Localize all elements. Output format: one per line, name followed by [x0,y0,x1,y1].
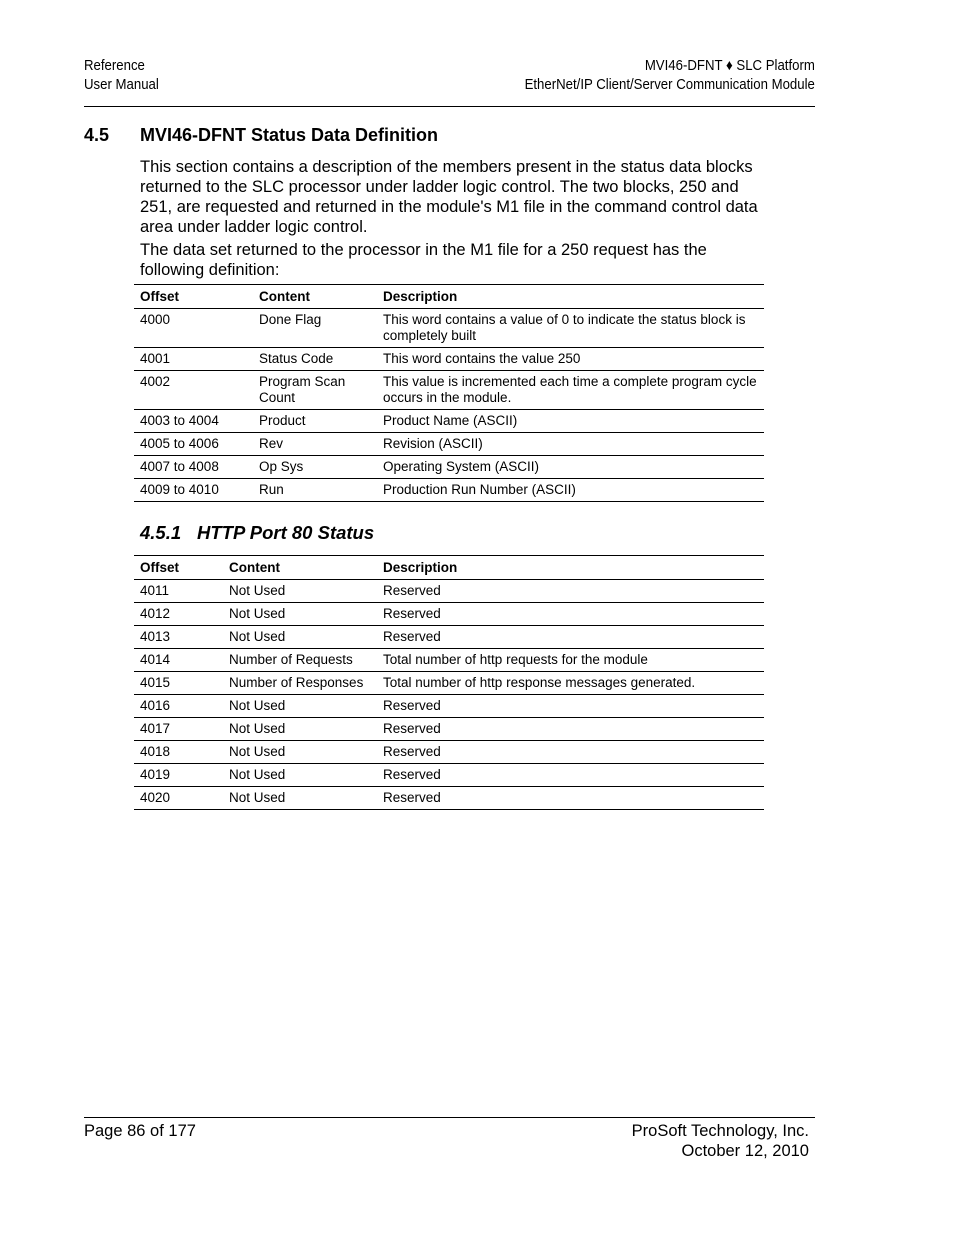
page-footer [84,1117,815,1160]
subsection-title: HTTP Port 80 Status [197,522,375,543]
header-right [525,56,815,94]
table-row [134,764,764,787]
subsection-number: 4.5.1 [140,522,182,543]
cell-offset: 4001 [140,351,171,366]
cell-offset: 4020 [140,790,171,805]
cell-offset: 4003 to 4004 [140,413,219,428]
cell-offset: 4013 [140,629,171,644]
table-row [134,649,764,672]
cell-content: Program Scan Count [259,374,346,405]
table-header-row [134,556,764,580]
cell-content: Not Used [229,721,286,736]
cell-content: Number of Responses [229,675,364,690]
table-row [134,580,764,603]
header-offset: Offset [140,289,180,304]
cell-description: Reserved [383,698,441,713]
cell-offset: 4009 to 4010 [140,482,219,497]
table-row [134,348,764,371]
cell-offset: 4002 [140,374,171,389]
cell-content: Product [259,413,306,428]
header-description: Description [383,560,458,575]
table-row [134,603,764,626]
cell-description: This value is incremented each time a complete program cycle occurs in the module. [383,374,757,405]
cell-description: Reserved [383,767,441,782]
company-name: ProSoft Technology, Inc. [631,1122,809,1140]
cell-content: Op Sys [259,459,304,474]
cell-content: Run [259,482,284,497]
cell-description: Reserved [383,790,441,805]
cell-offset: 4018 [140,744,171,759]
table-row [134,479,764,502]
header-content: Content [229,560,280,575]
cell-content: Rev [259,436,284,451]
section-title: MVI46-DFNT Status Data Definition [140,125,439,145]
cell-description: Revision (ASCII) [383,436,483,451]
footer-right [632,1121,809,1161]
table-row [134,718,764,741]
table-row [134,410,764,433]
cell-offset: 4012 [140,606,171,621]
cell-offset: 4000 [140,312,171,327]
table-row [134,371,764,410]
cell-description: Reserved [383,583,441,598]
cell-offset: 4011 [140,583,170,598]
cell-content: Number of Requests [229,652,353,667]
table-row [134,695,764,718]
header-left [84,56,159,94]
cell-content: Not Used [229,698,286,713]
document-date: October 12, 2010 [681,1142,809,1160]
cell-offset: 4016 [140,698,171,713]
cell-offset: 4015 [140,675,171,690]
cell-description: This word contains the value 250 [383,351,581,366]
cell-content: Not Used [229,744,286,759]
cell-content: Not Used [229,790,286,805]
cell-offset: 4007 to 4008 [140,459,219,474]
status-data-table [134,284,764,502]
header-description: Description [383,289,458,304]
cell-content: Status Code [259,351,334,366]
http-status-table [134,555,764,810]
cell-description: This word contains a value of 0 to indicate the status block is completely built [383,312,746,343]
header-content: Content [259,289,310,304]
cell-description: Reserved [383,721,441,736]
cell-description: Reserved [383,629,441,644]
subsection-heading [140,522,374,544]
cell-description: Product Name (ASCII) [383,413,518,428]
definition-paragraph: The data set returned to the processor in the M1 file for a 250 request has the following definition: [140,241,707,279]
table-row [134,433,764,456]
header-product: MVI46-DFNT ♦ SLC Platform [644,57,815,74]
intro-paragraph: This section contains a description of the members present in the status data blocks returned to the SLC processor under ladder logic control. The two blocks, 250 and 251, are requested and returned in the module's M1 file in the command control data area under ladder logic control. [140,158,758,236]
table-row [134,626,764,649]
cell-content: Not Used [229,583,286,598]
table-row [134,741,764,764]
page-number: Page 86 of 177 [84,1122,196,1140]
table-row [134,456,764,479]
section-heading [84,125,438,146]
cell-content: Done Flag [259,312,322,327]
table-row [134,787,764,810]
cell-description: Production Run Number (ASCII) [383,482,576,497]
table-header-row [134,285,764,309]
cell-offset: 4014 [140,652,171,667]
cell-offset: 4019 [140,767,171,782]
page-header [84,56,815,107]
cell-content: Not Used [229,606,286,621]
header-user-manual: User Manual [84,76,159,93]
cell-description: Operating System (ASCII) [383,459,540,474]
header-offset: Offset [140,560,180,575]
cell-description: Total number of http response messages generated. [383,675,696,690]
cell-offset: 4017 [140,721,171,736]
section-number: 4.5 [84,125,110,145]
header-module: EtherNet/IP Client/Server Communication Module [524,76,815,93]
cell-offset: 4005 to 4006 [140,436,219,451]
table-row [134,309,764,348]
table-row [134,672,764,695]
cell-description: Reserved [383,744,441,759]
cell-description: Total number of http requests for the module [383,652,648,667]
header-reference: Reference [84,57,145,74]
cell-content: Not Used [229,629,286,644]
cell-description: Reserved [383,606,441,621]
cell-content: Not Used [229,767,286,782]
